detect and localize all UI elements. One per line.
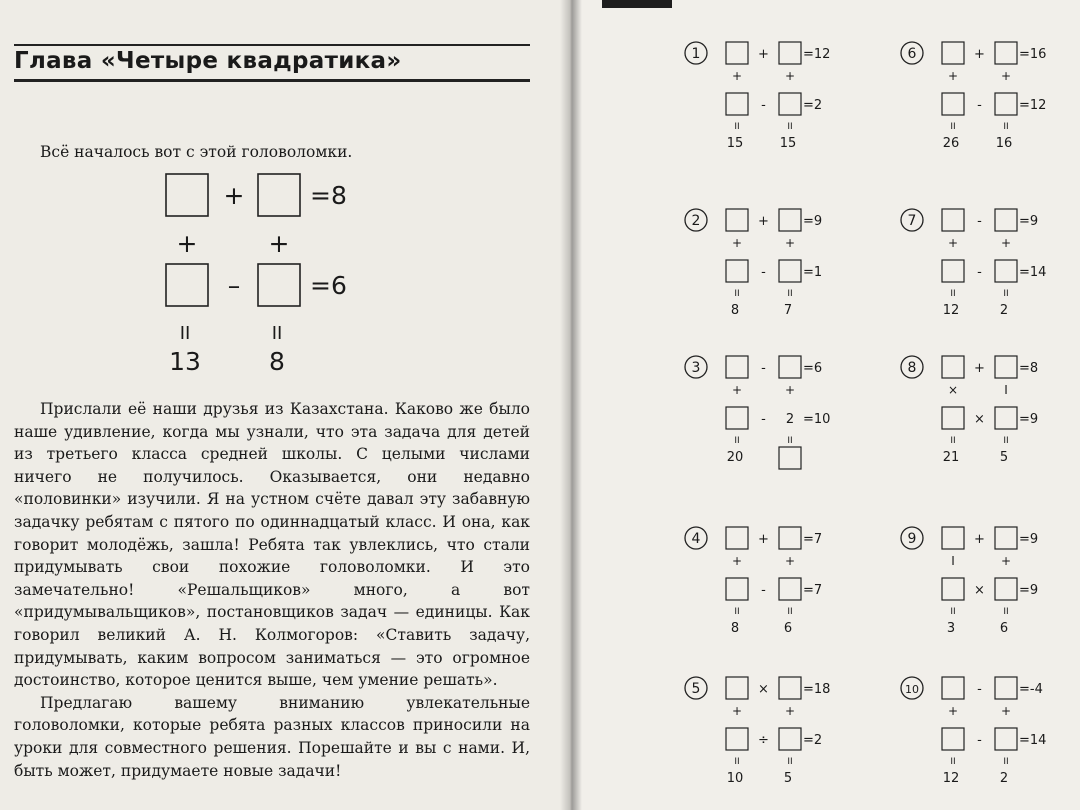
puzzle-number: 4 [691, 531, 701, 547]
example-box [258, 174, 300, 216]
puzzle-box [726, 209, 748, 231]
puzzle-operator: + [947, 704, 959, 718]
puzzle-result: =9 [1019, 532, 1039, 547]
example-result: =8 [310, 181, 347, 210]
puzzle-result: =7 [803, 583, 823, 598]
puzzle-box [995, 209, 1017, 231]
puzzle-box [726, 42, 748, 64]
puzzle-number: 9 [907, 531, 917, 547]
puzzle-result: =16 [1019, 47, 1047, 62]
puzzle-operator: + [731, 554, 743, 568]
puzzle-column-result: 12 [942, 771, 960, 786]
puzzle-number: 7 [907, 213, 917, 229]
puzzle-result: =2 [803, 733, 823, 748]
puzzle-result: =9 [1019, 214, 1039, 229]
puzzle-column-result: 15 [726, 136, 744, 151]
puzzle-box [779, 677, 801, 699]
paragraph-1: Прислали её наши друзья из Казахстана. Каково же было наше удивление, когда мы узнали, что эта задача для детей из третьего класса средней школы. С целыми числами ничего не получилось. Оказывается, они недавно «половинки» изучили. Я на устном счёте давал эту забавную задачку ребятам с пятого по одиннадцатый класс. И она, как говорит молодёжь, зашла! Ребята так увлеклись, что стали придумывать свои похожие головоломки. И это замечательно! «Решальщиков» много, а вот «придумывальщиков», постановщиков задач — единицы. Как говорил великий А. Н. Колмогоров: «Ставить задачу, придумывать, каким вопросом заниматься — это огромное достоинство, которое ценится выше, чем умение решать». [14, 400, 530, 690]
puzzle-box [726, 677, 748, 699]
puzzle-column-result: 10 [726, 771, 744, 786]
puzzle-operator: + [1000, 69, 1012, 83]
puzzle-number: 3 [691, 360, 701, 376]
puzzle-operator: I [1004, 383, 1008, 397]
puzzle-box [779, 728, 801, 750]
example-puzzle [0, 160, 572, 400]
puzzle-operator: - [761, 361, 766, 376]
puzzle-operator: - [761, 412, 766, 427]
puzzle-number: 8 [907, 360, 917, 376]
puzzle-operator: + [784, 236, 796, 250]
chapter-rule-top [14, 44, 530, 46]
puzzle-box [995, 527, 1017, 549]
puzzle-box [995, 407, 1017, 429]
puzzle-result: =14 [1019, 733, 1047, 748]
puzzle-column-result: 21 [942, 450, 960, 465]
puzzle-equals-mark: II [950, 607, 956, 617]
puzzle-number: 2 [691, 213, 701, 229]
puzzle-result: =14 [1019, 265, 1047, 280]
puzzle-column-result: 12 [942, 303, 960, 318]
puzzle-grid [572, 0, 1080, 810]
puzzle-operator: + [731, 236, 743, 250]
puzzle-operator: I [951, 554, 955, 568]
puzzle-equals-mark: II [1003, 289, 1009, 299]
puzzle-8 [901, 356, 1038, 465]
puzzle-operator: × [758, 682, 769, 697]
puzzle-result: =9 [803, 214, 823, 229]
puzzle-box [995, 677, 1017, 699]
puzzle-box [726, 356, 748, 378]
puzzle-10 [901, 677, 1046, 786]
puzzle-box [942, 677, 964, 699]
puzzle-operator: - [761, 583, 766, 598]
puzzle-box [942, 527, 964, 549]
example-column-result: 8 [269, 347, 285, 376]
puzzle-column-result: 8 [730, 621, 740, 636]
puzzle-operator: + [784, 704, 796, 718]
puzzle-equals-mark: II [787, 122, 793, 132]
puzzle-result: =8 [1019, 361, 1039, 376]
puzzle-equals-mark: II [1003, 607, 1009, 617]
puzzle-number: 1 [691, 46, 701, 62]
puzzle-1 [685, 42, 830, 151]
puzzle-operator: + [784, 69, 796, 83]
puzzle-operator: + [974, 361, 985, 376]
puzzle-number: 6 [907, 46, 917, 62]
puzzle-box [779, 356, 801, 378]
puzzle-operator: - [761, 265, 766, 280]
puzzle-equals-mark: II [734, 122, 740, 132]
puzzle-result: =2 [803, 98, 823, 113]
puzzle-equals-mark: II [734, 757, 740, 767]
example-equals-mark: II [271, 323, 283, 344]
example-result: =6 [310, 271, 347, 300]
puzzle-operator: × [974, 583, 985, 598]
puzzle-operator: + [731, 704, 743, 718]
paragraph-2: Предлагаю вашему вниманию увлекательные головоломки, которые ребята разных классов приносили на уроки для совместного решения. Порешайте и вы с нами. И, быть может, придумаете новые задачи! [14, 693, 530, 780]
chapter-title: Глава «Четыре квадратика» [14, 48, 402, 74]
puzzle-equals-mark: II [787, 436, 793, 446]
puzzle-box [942, 578, 964, 600]
puzzle-box [779, 93, 801, 115]
puzzle-box [726, 93, 748, 115]
puzzle-column-result: 2 [999, 771, 1009, 786]
puzzle-equals-mark: II [1003, 757, 1009, 767]
puzzle-box [779, 527, 801, 549]
puzzle-box [942, 93, 964, 115]
puzzle-9 [901, 527, 1038, 636]
puzzle-operator: + [784, 383, 796, 397]
puzzle-column-result: 3 [946, 621, 956, 636]
puzzle-box [995, 356, 1017, 378]
puzzle-operator: - [977, 98, 982, 113]
example-column-result: 13 [169, 347, 201, 376]
example-operator: + [176, 229, 198, 258]
puzzle-box [995, 93, 1017, 115]
puzzle-equals-mark: II [787, 607, 793, 617]
puzzle-box [726, 527, 748, 549]
body-text [14, 398, 530, 782]
puzzle-6 [901, 42, 1046, 151]
puzzle-equals-mark: II [950, 757, 956, 767]
puzzle-result: =12 [1019, 98, 1047, 113]
example-operator: + [268, 229, 290, 258]
puzzle-box [942, 728, 964, 750]
puzzle-operator: + [758, 47, 769, 62]
puzzle-box [942, 209, 964, 231]
puzzle-equals-mark: II [950, 122, 956, 132]
puzzle-result: =-4 [1019, 682, 1043, 697]
puzzle-equals-mark: II [734, 289, 740, 299]
puzzle-operator: + [974, 47, 985, 62]
puzzle-box [779, 209, 801, 231]
example-equals-mark: II [179, 323, 191, 344]
puzzle-column-result: 15 [779, 136, 797, 151]
puzzle-number: 10 [905, 683, 919, 696]
puzzle-column-result: 6 [783, 621, 793, 636]
puzzle-given-number: 2 [785, 412, 795, 427]
puzzle-result: =1 [803, 265, 823, 280]
puzzle-box [726, 578, 748, 600]
puzzle-box [726, 260, 748, 282]
puzzle-7 [901, 209, 1046, 318]
puzzle-equals-mark: II [734, 436, 740, 446]
puzzle-operator: + [947, 69, 959, 83]
puzzle-column-result: 5 [999, 450, 1009, 465]
puzzle-operator: + [731, 69, 743, 83]
puzzle-equals-mark: II [1003, 122, 1009, 132]
example-operator: + [223, 181, 245, 210]
puzzle-result: =12 [803, 47, 831, 62]
puzzle-box [779, 578, 801, 600]
puzzle-operator: × [974, 412, 985, 427]
puzzle-equals-mark: II [1003, 436, 1009, 446]
puzzle-equals-mark: II [734, 607, 740, 617]
puzzle-operator: × [947, 383, 959, 397]
puzzle-box [995, 42, 1017, 64]
puzzle-operator: + [758, 532, 769, 547]
puzzle-equals-mark: II [950, 436, 956, 446]
puzzle-column-result: 20 [726, 450, 744, 465]
puzzle-3 [685, 356, 830, 469]
puzzle-box [779, 42, 801, 64]
chapter-rule-bottom [14, 79, 530, 82]
puzzle-box [726, 407, 748, 429]
puzzle-box [942, 407, 964, 429]
example-operator: – [227, 271, 241, 300]
puzzle-box [995, 260, 1017, 282]
puzzle-box [995, 728, 1017, 750]
puzzle-box [995, 578, 1017, 600]
puzzle-result: =7 [803, 532, 823, 547]
puzzle-box [779, 447, 801, 469]
book-gutter [560, 0, 582, 810]
puzzle-box [779, 260, 801, 282]
puzzle-5 [685, 677, 830, 786]
puzzle-2 [685, 209, 822, 318]
puzzle-box [726, 728, 748, 750]
puzzle-result: =9 [1019, 583, 1039, 598]
puzzle-operator: + [974, 532, 985, 547]
example-box [166, 174, 208, 216]
puzzle-operator: + [758, 214, 769, 229]
puzzle-result: =18 [803, 682, 831, 697]
puzzle-4 [685, 527, 822, 636]
puzzle-column-result: 16 [995, 136, 1013, 151]
puzzle-equals-mark: II [787, 757, 793, 767]
puzzle-number: 5 [691, 681, 701, 697]
puzzle-operator: + [1000, 704, 1012, 718]
intro-sentence: Всё началось вот с этой головоломки. [40, 143, 353, 161]
puzzle-equals-mark: II [950, 289, 956, 299]
puzzle-column-result: 2 [999, 303, 1009, 318]
example-box [258, 264, 300, 306]
puzzle-equals-mark: II [787, 289, 793, 299]
puzzle-operator: + [1000, 554, 1012, 568]
puzzle-result: =9 [1019, 412, 1039, 427]
puzzle-operator: - [977, 265, 982, 280]
puzzle-operator: + [1000, 236, 1012, 250]
puzzle-operator: - [977, 214, 982, 229]
puzzle-box [942, 42, 964, 64]
puzzle-column-result: 5 [783, 771, 793, 786]
puzzle-operator: + [731, 383, 743, 397]
puzzle-operator: - [761, 98, 766, 113]
puzzle-result: =6 [803, 361, 823, 376]
puzzle-column-result: 7 [783, 303, 793, 318]
puzzle-operator: + [947, 236, 959, 250]
puzzle-operator: + [784, 554, 796, 568]
puzzle-box [942, 356, 964, 378]
puzzle-box [942, 260, 964, 282]
right-page [572, 0, 1080, 810]
puzzle-operator: ÷ [758, 733, 769, 748]
puzzle-result: =10 [803, 412, 831, 427]
puzzle-column-result: 6 [999, 621, 1009, 636]
puzzle-operator: - [977, 682, 982, 697]
puzzle-column-result: 26 [942, 136, 960, 151]
puzzle-operator: - [977, 733, 982, 748]
puzzle-column-result: 8 [730, 303, 740, 318]
example-box [166, 264, 208, 306]
